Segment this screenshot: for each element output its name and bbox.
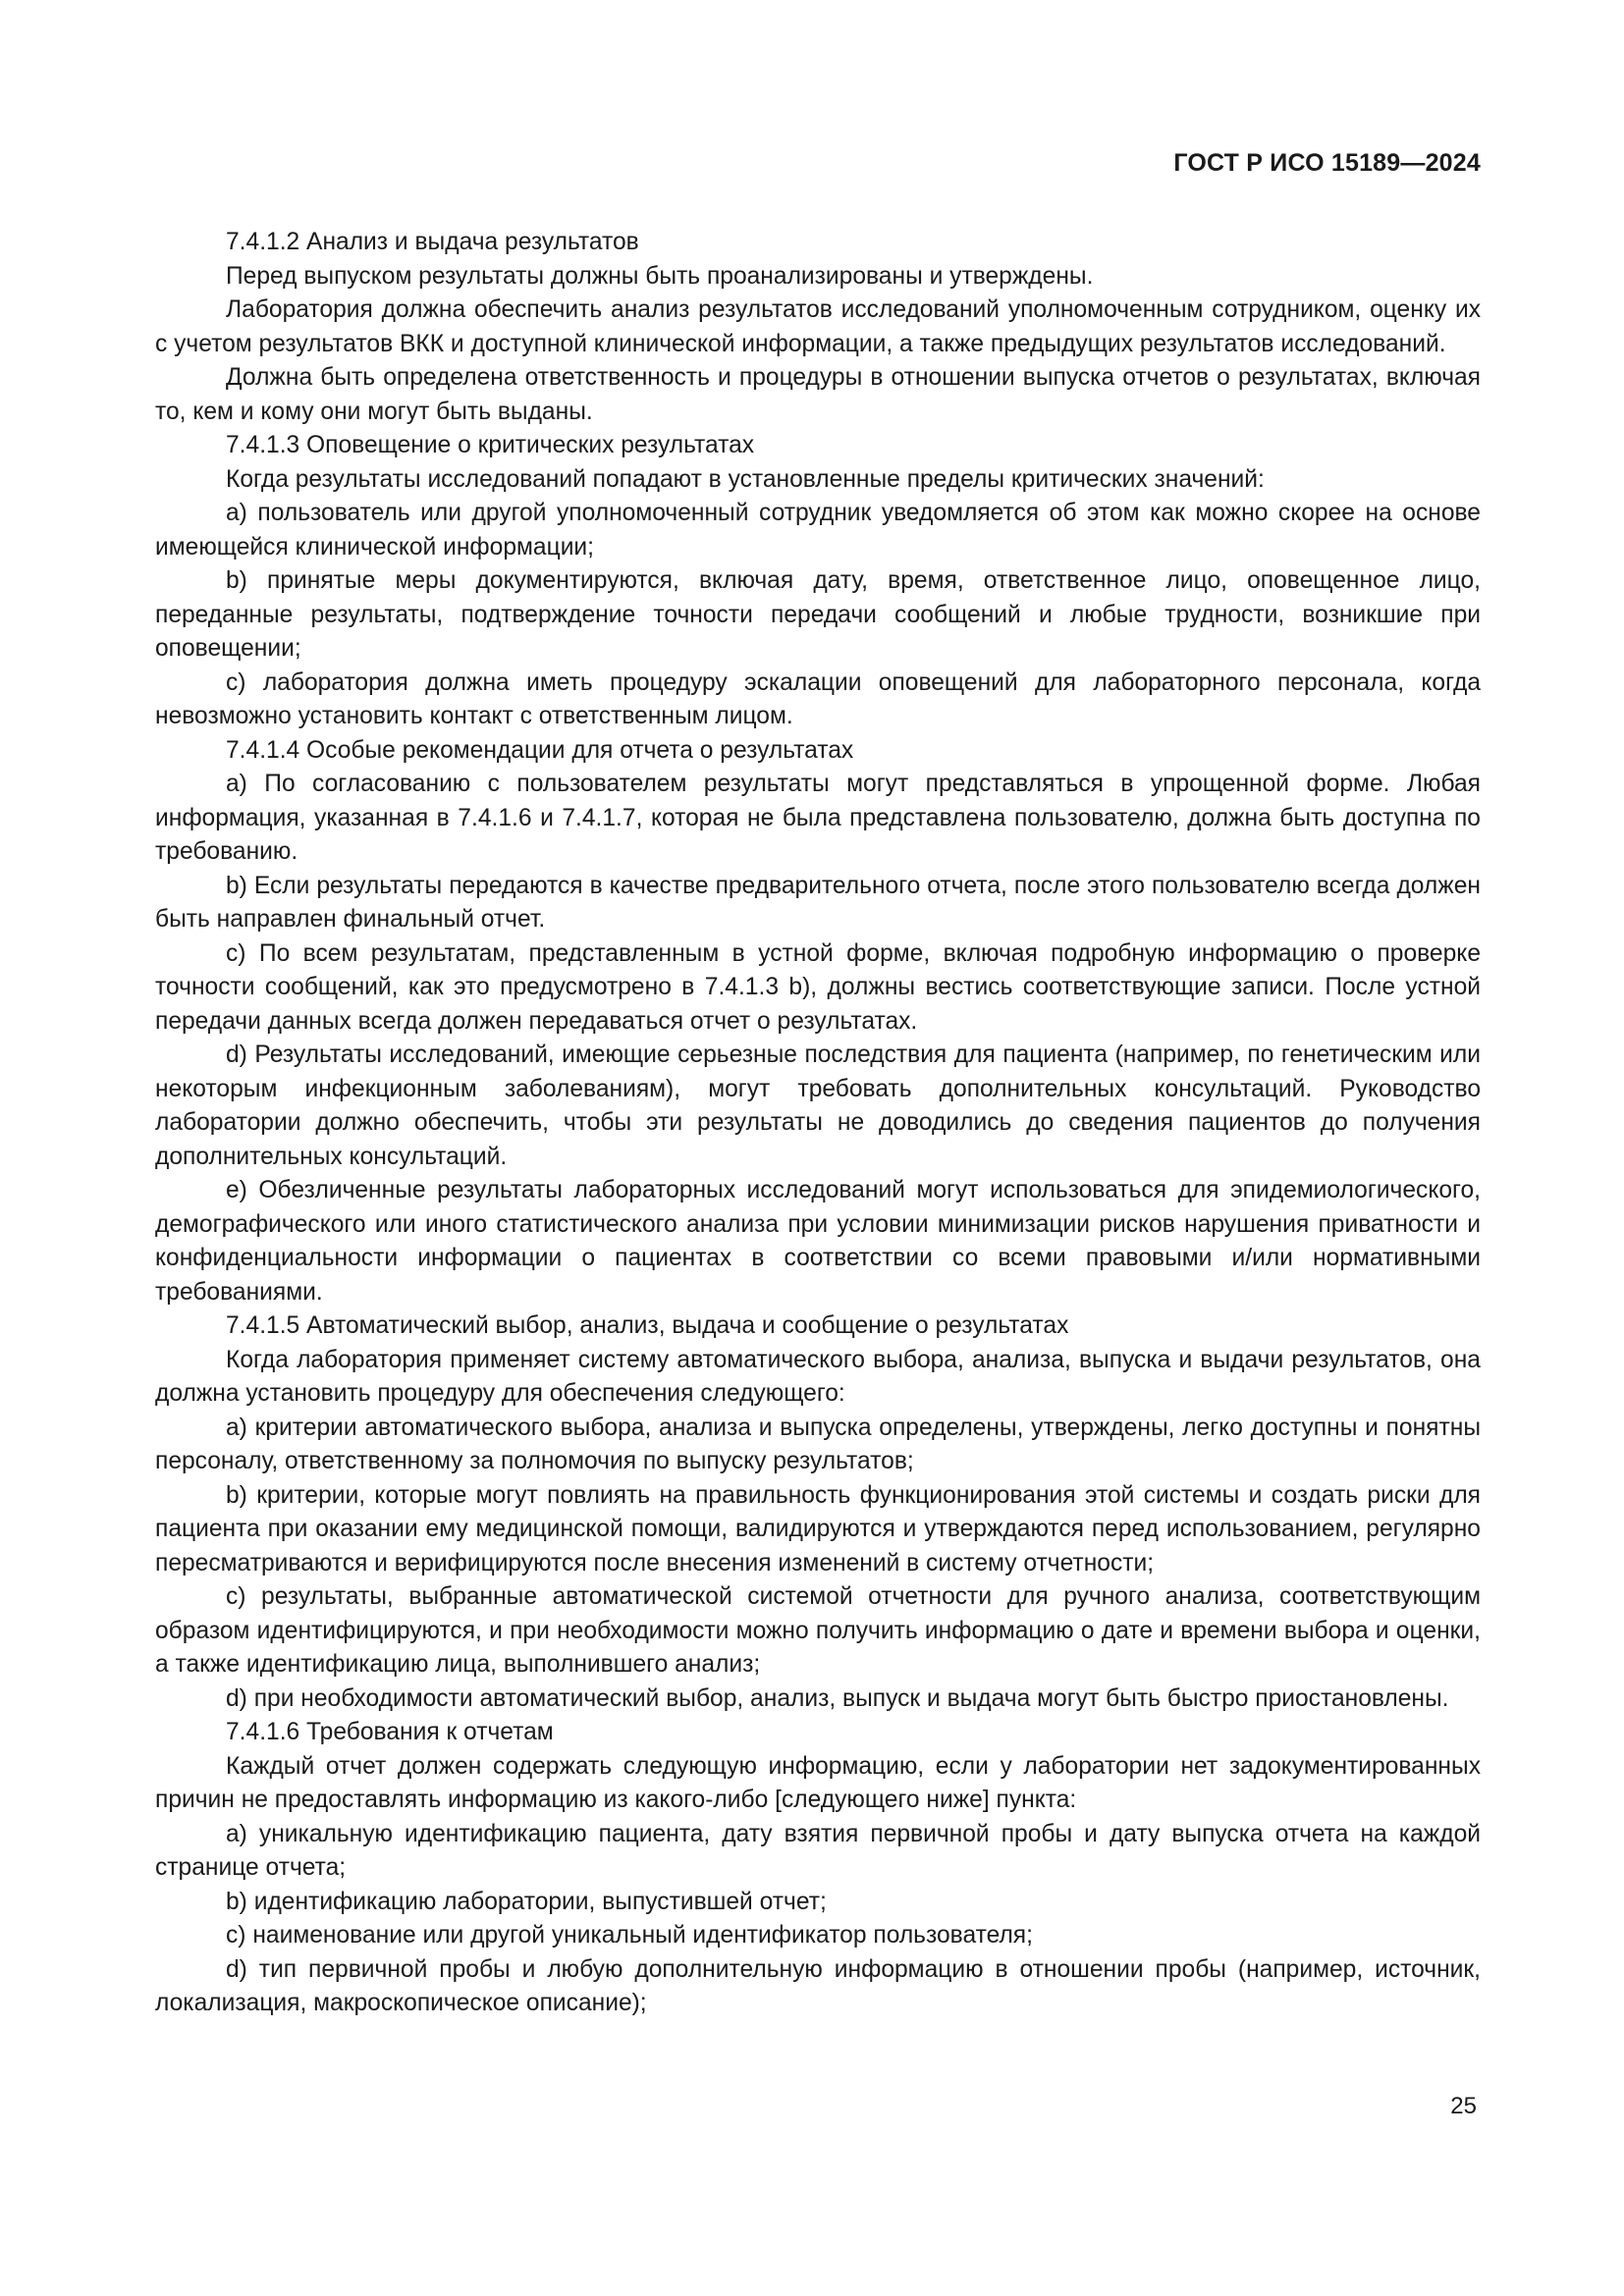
section-heading-7-4-1-5: 7.4.1.5 Автоматический выбор, анализ, выдача и сообщение о результатах (226, 1312, 1069, 1339)
list-item: c) лаборатория должна иметь процедуру эскалации оповещений для лабораторного персонала, когда невозможно установить контакт с ответственным лицом. (155, 668, 1481, 729)
list-item: b) принятые меры документируются, включая дату, время, ответственное лицо, оповещенное лицо, переданные результаты, подтверждение точности передачи сообщений и любые трудности, возникшие при оповещении; (155, 567, 1481, 662)
paragraph: Когда результаты исследований попадают в установленные пределы критических значений: (226, 465, 1265, 493)
list-item: c) результаты, выбранные автоматической системой отчетности для ручного анализа, соответствующим образом идентифицируются, и при необходимости можно получить информацию о дате и времени выбора и оценки, а также идентификацию лица, выполнившего анализ; (155, 1583, 1481, 1678)
paragraph: Перед выпуском результаты должны быть проанализированы и утверждены. (226, 262, 1094, 290)
paragraph: Каждый отчет должен содержать следующую информацию, если у лаборатории нет задокументированных причин не предоставлять информацию из какого-либо [следующего ниже] пункта: (155, 1752, 1481, 1813)
list-item: a) уникальную идентификацию пациента, дату взятия первичной пробы и дату выпуска отчета на каждой странице отчета; (155, 1820, 1481, 1881)
list-item: d) тип первичной пробы и любую дополнительную информацию в отношении пробы (например, источник, локализация, макроскопическое описание); (155, 1955, 1481, 2016)
list-item: d) Результаты исследований, имеющие серьезные последствия для пациента (например, по генетическим или некоторым инфекционным заболеваниям), могут требовать дополнительных консультаций. Руководство лаборатории должно обеспечить, чтобы эти результаты не доводились до сведения пациентов до получения дополнительных консультаций. (155, 1041, 1481, 1170)
paragraph: Лаборатория должна обеспечить анализ результатов исследований уполномоченным сотрудником, оценку их с учетом результатов ВКК и доступной клинической информации, а также предыдущих результатов исследований. (155, 296, 1481, 357)
document-body (155, 226, 1481, 2021)
list-item: b) Если результаты передаются в качестве предварительного отчета, после этого пользователю всегда должен быть направлен финальный отчет. (155, 872, 1481, 933)
list-item: c) По всем результатам, представленным в устной форме, включая подробную информацию о проверке точности сообщений, как это предусмотрено в 7.4.1.3 b), должны вестись соответствующие записи. После устной передачи данных всегда должен передаваться отчет о результатах. (155, 939, 1481, 1035)
list-item: e) Обезличенные результаты лабораторных исследований могут использоваться для эпидемиологического, демографического или иного статистического анализа при условии минимизации рисков нарушения приватности и конфиденциальности информации о пациентах в соответствии со всеми правовыми и/или нормативными требованиями. (155, 1177, 1481, 1306)
document-header: ГОСТ Р ИСО 15189—2024 (1173, 149, 1481, 177)
list-item: a) По согласованию с пользователем результаты могут представляться в упрощенной форме. Любая информация, указанная в 7.4.1.6 и 7.4.1.7, которая не была представлена пользователю, должна быть доступна по требованию. (155, 771, 1481, 865)
section-heading-7-4-1-2: 7.4.1.2 Анализ и выдача результатов (226, 229, 639, 255)
page-number: 25 (1450, 2093, 1477, 2119)
section-heading-7-4-1-6: 7.4.1.6 Требования к отчетам (226, 1719, 554, 1745)
list-item: a) пользователь или другой уполномоченный сотрудник уведомляется об этом как можно скорее на основе имеющейся клинической информации; (155, 500, 1481, 561)
section-heading-7-4-1-4: 7.4.1.4 Особые рекомендации для отчета о результатах (226, 736, 854, 764)
list-item: c) наименование или другой уникальный идентификатор пользователя; (226, 1922, 1033, 1949)
list-item: a) критерии автоматического выбора, анализа и выпуска определены, утверждены, легко доступны и понятны персоналу, ответственному за полномочия по выпуску результатов; (155, 1414, 1481, 1474)
list-item: b) идентификацию лаборатории, выпустившей отчет; (226, 1888, 827, 1915)
section-heading-7-4-1-3: 7.4.1.3 Оповещение о критических результатах (226, 432, 755, 458)
list-item: d) при необходимости автоматический выбор, анализ, выпуск и выдача могут быть быстро приостановлены. (226, 1684, 1449, 1712)
list-item: b) критерии, которые могут повлиять на правильность функционирования этой системы и создать риски для пациента при оказании ему медицинской помощи, валидируются и утверждаются перед использованием, регулярно пересматриваются и верифицируются после внесения изменений в систему отчетности; (155, 1481, 1481, 1576)
paragraph: Должна быть определена ответственность и процедуры в отношении выпуска отчетов о результатах, включая то, кем и кому они могут быть выданы. (155, 364, 1481, 425)
paragraph: Когда лаборатория применяет систему автоматического выбора, анализа, выпуска и выдачи результатов, она должна установить процедуру для обеспечения следующего: (155, 1346, 1481, 1407)
